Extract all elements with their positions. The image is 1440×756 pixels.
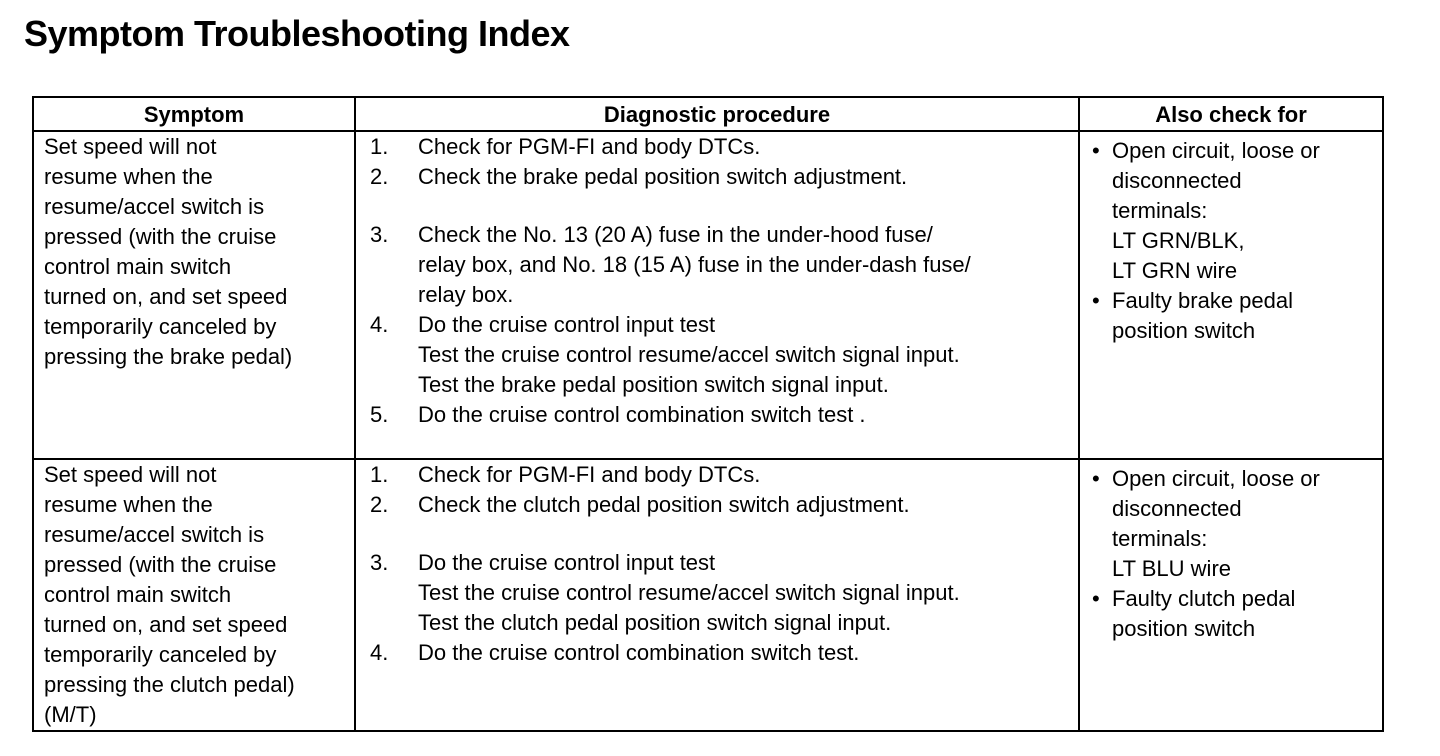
also-check-item xyxy=(1092,464,1376,584)
step-text: Do the cruise control input test Test the cruise control resume/accel switch signal input. Test the brake pedal position switch signal input. xyxy=(418,312,960,397)
diagnostic-procedure-cell xyxy=(355,459,1079,731)
step-number: 2. xyxy=(370,164,389,189)
step-text: Check for PGM-FI and body DTCs. xyxy=(418,134,761,159)
step-text: Check for PGM-FI and body DTCs. xyxy=(418,462,761,487)
step-text: Check the clutch pedal position switch adjustment. xyxy=(418,492,910,517)
column-header-symptom: Symptom xyxy=(33,97,355,131)
also-check-item xyxy=(1092,584,1376,644)
symptom-cell xyxy=(33,131,355,459)
table-row xyxy=(33,131,1383,459)
step-number: 3. xyxy=(370,550,389,575)
also-check-list xyxy=(1092,464,1376,644)
step-number: 3. xyxy=(370,222,389,247)
step-text: Check the brake pedal position switch adjustment. xyxy=(418,164,908,189)
step-number: 4. xyxy=(370,640,389,665)
step-text: Do the cruise control combination switch test. xyxy=(418,640,860,665)
procedure-steps-list xyxy=(370,132,1072,430)
step-number: 4. xyxy=(370,312,389,337)
step-number: 5. xyxy=(370,402,389,427)
column-header-also-check-for: Also check for xyxy=(1079,97,1383,131)
procedure-step xyxy=(370,400,1072,430)
step-text: Check the No. 13 (20 A) fuse in the under-hood fuse/ relay box, and No. 18 (15 A) fuse in the under-dash fuse/ relay box. xyxy=(418,222,971,307)
bullet-icon: • xyxy=(1092,138,1100,163)
step-number: 2. xyxy=(370,492,389,517)
procedure-step xyxy=(370,162,1072,192)
procedure-steps-list xyxy=(370,460,1072,668)
procedure-step xyxy=(370,310,1072,400)
also-check-list xyxy=(1092,136,1376,346)
diagnostic-procedure-cell xyxy=(355,131,1079,459)
bullet-icon: • xyxy=(1092,586,1100,611)
table-row xyxy=(33,459,1383,731)
also-check-cell xyxy=(1079,459,1383,731)
table-header-row xyxy=(33,97,1383,131)
procedure-step xyxy=(370,490,1072,520)
also-check-text: Faulty clutch pedal position switch xyxy=(1112,586,1296,641)
procedure-step xyxy=(370,548,1072,638)
bullet-icon: • xyxy=(1092,466,1100,491)
procedure-step xyxy=(370,132,1072,162)
symptom-text: Set speed will not resume when the resume/accel switch is pressed (with the cruise control main switch turned on, and set speed temporarily canceled by pressing the brake pedal) xyxy=(44,134,293,369)
procedure-step xyxy=(370,460,1072,490)
symptom-cell xyxy=(33,459,355,731)
symptom-text: Set speed will not resume when the resume/accel switch is pressed (with the cruise control main switch turned on, and set speed temporarily canceled by pressing the clutch pedal) (M/T) xyxy=(44,462,295,727)
also-check-cell xyxy=(1079,131,1383,459)
also-check-text: Open circuit, loose or disconnected terminals: LT BLU wire xyxy=(1112,466,1320,581)
procedure-step xyxy=(370,220,1072,310)
also-check-text: Open circuit, loose or disconnected terminals: LT GRN/BLK, LT GRN wire xyxy=(1112,138,1320,283)
also-check-item xyxy=(1092,136,1376,286)
procedure-step xyxy=(370,638,1072,668)
step-text: Do the cruise control combination switch test . xyxy=(418,402,866,427)
step-number: 1. xyxy=(370,134,389,159)
step-text: Do the cruise control input test Test the cruise control resume/accel switch signal input. Test the clutch pedal position switch signal input. xyxy=(418,550,960,635)
also-check-item xyxy=(1092,286,1376,346)
column-header-diagnostic-procedure: Diagnostic procedure xyxy=(355,97,1079,131)
symptom-troubleshooting-table xyxy=(32,96,1384,732)
bullet-icon: • xyxy=(1092,288,1100,313)
also-check-text: Faulty brake pedal position switch xyxy=(1112,288,1293,343)
page-title: Symptom Troubleshooting Index xyxy=(24,13,570,54)
step-number: 1. xyxy=(370,462,389,487)
